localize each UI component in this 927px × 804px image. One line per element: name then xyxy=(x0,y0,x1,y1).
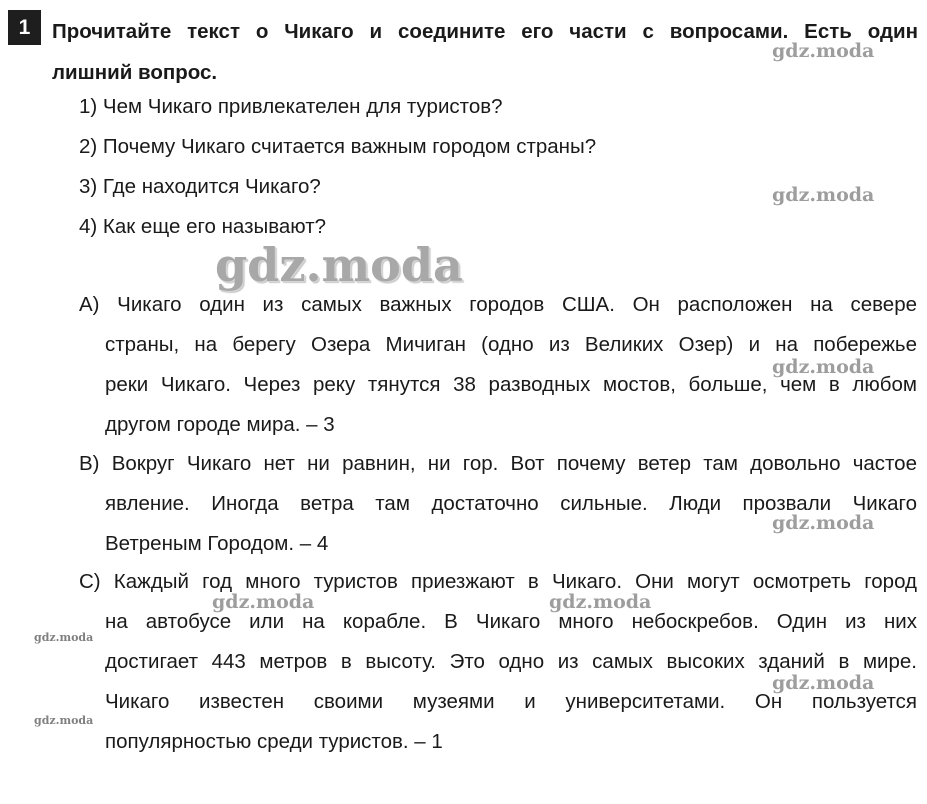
question-2: 2) Почему Чикаго считается важным городом страны? xyxy=(79,135,597,158)
paragraph-b-line: В) Вокруг Чикаго нет ни равнин, ни гор. Вот почему ветер там довольно частое xyxy=(79,452,917,475)
watermark: gdz.moda xyxy=(772,512,875,534)
paragraph-b-line: явление. Иногда ветра там достаточно сильные. Люди прозвали Чикаго xyxy=(105,492,917,515)
paragraph-a-line: реки Чикаго. Через реку тянутся 38 разводных мостов, больше, чем в любом xyxy=(105,373,917,396)
paragraph-c-line: достигает 443 метров в высоту. Это одно из самых высоких зданий в мире. xyxy=(105,650,917,673)
paragraph-a xyxy=(79,285,917,445)
paragraph-a-line: страны, на берегу Озера Мичиган (одно из Великих Озер) и на побережье xyxy=(105,333,917,356)
watermark: gdz.moda xyxy=(772,672,875,694)
watermark: gdz.moda xyxy=(212,591,315,613)
watermark-large: gdz.moda xyxy=(215,238,463,292)
task-instruction-line-1: Прочитайте текст о Чикаго и соедините его части с вопросами. Есть один xyxy=(52,20,918,43)
watermark: gdz.moda xyxy=(549,591,652,613)
paragraph-b-line: Ветреным Городом. – 4 xyxy=(105,532,329,555)
paragraph-c xyxy=(79,562,917,762)
question-1: 1) Чем Чикаго привлекателен для туристов? xyxy=(79,95,503,118)
question-4: 4) Как еще его называют? xyxy=(79,215,326,238)
task-instruction xyxy=(52,11,918,93)
watermark: gdz.moda xyxy=(772,40,875,62)
paragraph-c-line: на автобусе или на корабле. В Чикаго много небоскребов. Один из них xyxy=(105,610,917,633)
paragraph-b xyxy=(79,444,917,564)
paragraph-c-line: С) Каждый год много туристов приезжают в Чикаго. Они могут осмотреть город xyxy=(79,570,917,593)
task-instruction-line-2: лишний вопрос. xyxy=(52,61,218,84)
paragraph-c-line: Чикаго известен своими музеями и университетами. Он пользуется xyxy=(105,690,917,713)
watermark: gdz.moda xyxy=(772,184,875,206)
question-3: 3) Где находится Чикаго? xyxy=(79,175,321,198)
paragraph-a-line: А) Чикаго один из самых важных городов США. Он расположен на севере xyxy=(79,293,917,316)
watermark-small: gdz.moda xyxy=(34,714,94,727)
watermark: gdz.moda xyxy=(772,356,875,378)
task-number-badge: 1 xyxy=(8,10,41,45)
paragraph-a-line: другом городе мира. – 3 xyxy=(105,413,335,436)
paragraph-c-line: популярностью среди туристов. – 1 xyxy=(105,730,443,753)
watermark-small: gdz.moda xyxy=(34,631,94,644)
